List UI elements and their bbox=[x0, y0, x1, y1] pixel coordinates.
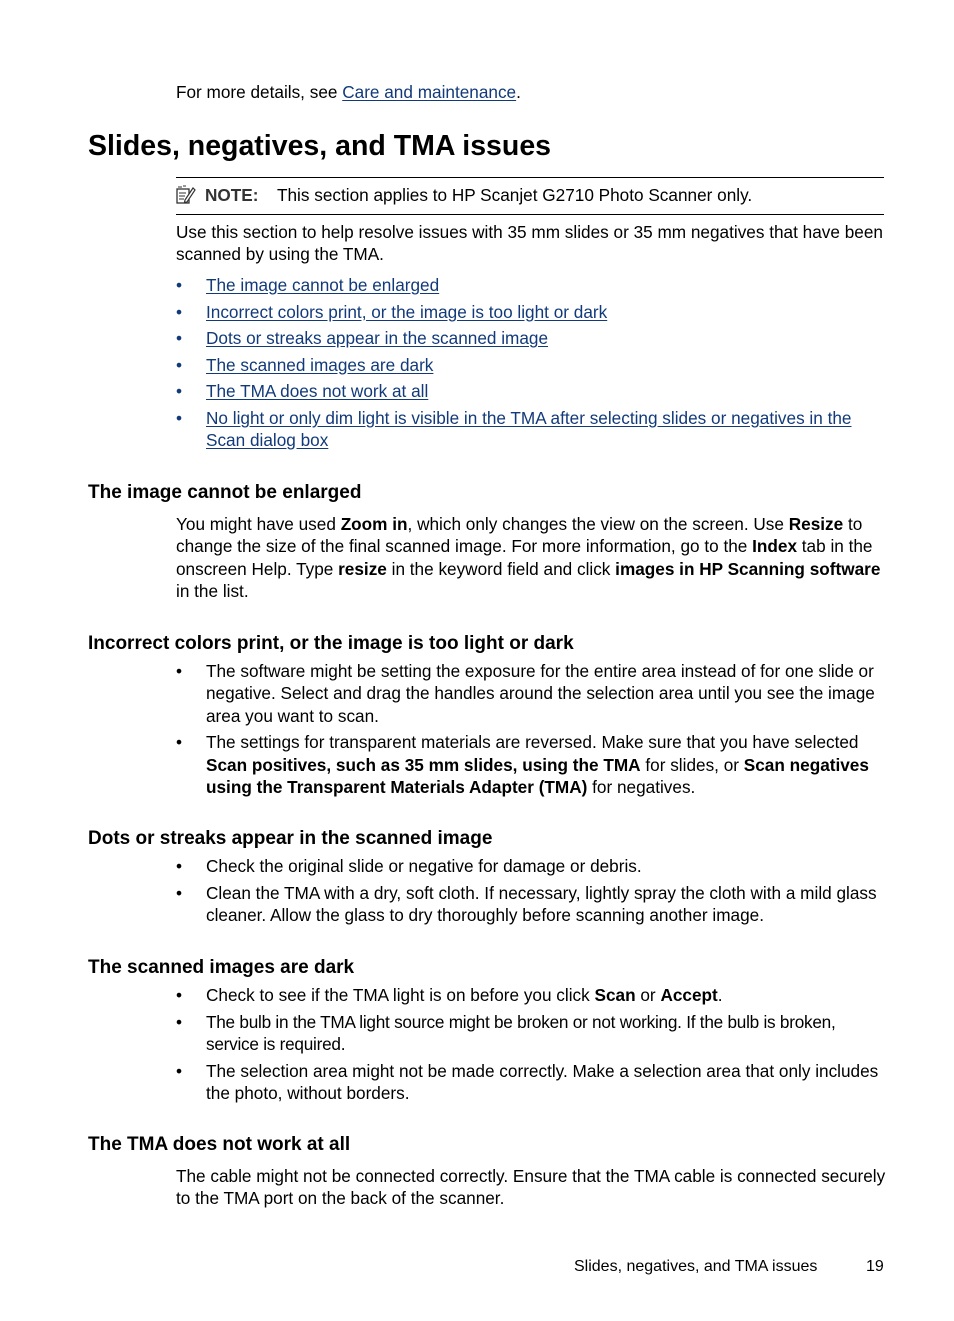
toc-link-enlarge[interactable]: The image cannot be enlarged bbox=[206, 275, 440, 295]
list-item bbox=[176, 984, 884, 1006]
enlarge-paragraph bbox=[176, 513, 886, 603]
note-pencil-icon bbox=[176, 185, 196, 205]
bullet: • bbox=[176, 732, 183, 753]
heading-dots: Dots or streaks appear in the scanned image bbox=[88, 828, 493, 849]
list-item-text: The bulb in the TMA light source might be broken or not working. If the bulb is broken, service is required. bbox=[206, 1011, 836, 1054]
text-run: in the list. bbox=[176, 581, 249, 602]
bold-run: images in HP Scanning software bbox=[615, 558, 881, 579]
text-run: . bbox=[717, 985, 723, 1005]
list-item-text: Check the original slide or negative for damage or debris. bbox=[206, 856, 642, 876]
bullet: • bbox=[176, 381, 183, 402]
text-run: to change the size of the final scanned image. For more information, go to the bbox=[176, 514, 863, 557]
list-item-text: The software might be setting the exposure for the entire area instead of for one slide or negative. Select and drag the handles around the selection area until you see the image area you want to scan. bbox=[206, 661, 875, 726]
text-run: in the keyword field and click bbox=[386, 558, 616, 579]
list-item bbox=[176, 1011, 884, 1056]
bold-run: resize bbox=[338, 558, 387, 579]
bullet: • bbox=[176, 1011, 182, 1032]
bullet: • bbox=[176, 354, 183, 375]
toc-item bbox=[176, 380, 884, 402]
toc-link-colors[interactable]: Incorrect colors print, or the image is too light or dark bbox=[206, 301, 608, 322]
text-run: Check to see if the TMA light is on before you click bbox=[206, 985, 595, 1005]
toc-list bbox=[176, 274, 884, 452]
heading-colors: Incorrect colors print, or the image is too light or dark bbox=[88, 633, 574, 654]
toc-link-tma[interactable]: The TMA does not work at all bbox=[206, 381, 429, 402]
dark-list bbox=[176, 984, 884, 1104]
text-run: , which only changes the view on the screen. Use bbox=[407, 514, 789, 534]
list-item-text: The selection area might not be made correctly. Make a selection area that only includes the photo, without borders. bbox=[206, 1060, 879, 1103]
list-item bbox=[176, 1060, 884, 1105]
bullet: • bbox=[176, 1060, 183, 1081]
text-run: You might have used bbox=[176, 514, 341, 534]
bold-run: Index bbox=[752, 536, 797, 557]
colors-list bbox=[176, 660, 884, 799]
text-run: for negatives. bbox=[587, 777, 696, 798]
intro-prefix: For more details, see bbox=[176, 82, 343, 102]
intro-line bbox=[176, 81, 521, 103]
toc-item bbox=[176, 327, 884, 349]
list-item bbox=[176, 731, 884, 798]
page-number: 19 bbox=[866, 1258, 884, 1275]
text-run: for slides, or bbox=[640, 754, 744, 775]
bullet: • bbox=[176, 985, 183, 1005]
toc-link-no-light[interactable]: No light or only dim light is visible in the TMA after selecting slides or negatives in the Scan dialog box bbox=[206, 407, 852, 451]
bullet: • bbox=[176, 856, 183, 876]
toc-link-dark[interactable]: The scanned images are dark bbox=[206, 354, 434, 375]
intro-suffix: . bbox=[516, 82, 521, 102]
list-item bbox=[176, 855, 884, 877]
lead-paragraph: Use this section to help resolve issues with 35 mm slides or 35 mm negatives that have been scanned by using the TMA. bbox=[176, 222, 883, 265]
bold-run: Scan positives, such as 35 mm slides, using the TMA bbox=[206, 754, 641, 775]
note-label: NOTE: bbox=[205, 185, 259, 205]
bullet: • bbox=[176, 661, 183, 681]
footer-section-title: Slides, negatives, and TMA issues bbox=[574, 1258, 818, 1275]
toc-item bbox=[176, 407, 884, 452]
note-text: This section applies to HP Scanjet G2710 Photo Scanner only. bbox=[277, 185, 753, 205]
bullet: • bbox=[176, 407, 183, 428]
tma-paragraph: The cable might not be connected correctly. Ensure that the TMA cable is connected securely to the TMA port on the back of the scanner. bbox=[176, 1166, 886, 1209]
bullet: • bbox=[176, 275, 183, 295]
toc-item bbox=[176, 354, 884, 376]
text-run: tab in the onscreen Help. Type bbox=[176, 536, 873, 579]
bold-run: Scan bbox=[594, 985, 636, 1005]
bold-run: Accept bbox=[660, 985, 718, 1005]
care-and-maintenance-link[interactable]: Care and maintenance bbox=[342, 82, 517, 102]
bold-run: Resize bbox=[788, 514, 844, 534]
list-item bbox=[176, 660, 884, 727]
list-item-text: Clean the TMA with a dry, soft cloth. If necessary, lightly spray the cloth with a mild glass cleaner. Allow the glass to dry thoroughly before scanning another image. bbox=[206, 882, 877, 925]
list-item bbox=[176, 882, 884, 927]
toc-link-dots[interactable]: Dots or streaks appear in the scanned image bbox=[206, 328, 549, 349]
toc-item bbox=[176, 301, 884, 323]
bullet: • bbox=[176, 882, 183, 903]
bold-run: Scan negatives using the Transparent Materials Adapter (TMA) bbox=[206, 754, 869, 798]
text-run: The settings for transparent materials are reversed. Make sure that you have selected bbox=[206, 732, 859, 753]
text-run: or bbox=[635, 985, 661, 1005]
page-title: Slides, negatives, and TMA issues bbox=[88, 130, 552, 162]
toc-item bbox=[176, 274, 884, 296]
heading-tma: The TMA does not work at all bbox=[88, 1134, 351, 1155]
bold-run: Zoom in bbox=[340, 514, 408, 534]
bullet: • bbox=[176, 328, 183, 349]
dots-list bbox=[176, 855, 884, 926]
bullet: • bbox=[176, 301, 183, 322]
heading-dark: The scanned images are dark bbox=[88, 957, 355, 978]
heading-enlarge: The image cannot be enlarged bbox=[88, 482, 362, 503]
